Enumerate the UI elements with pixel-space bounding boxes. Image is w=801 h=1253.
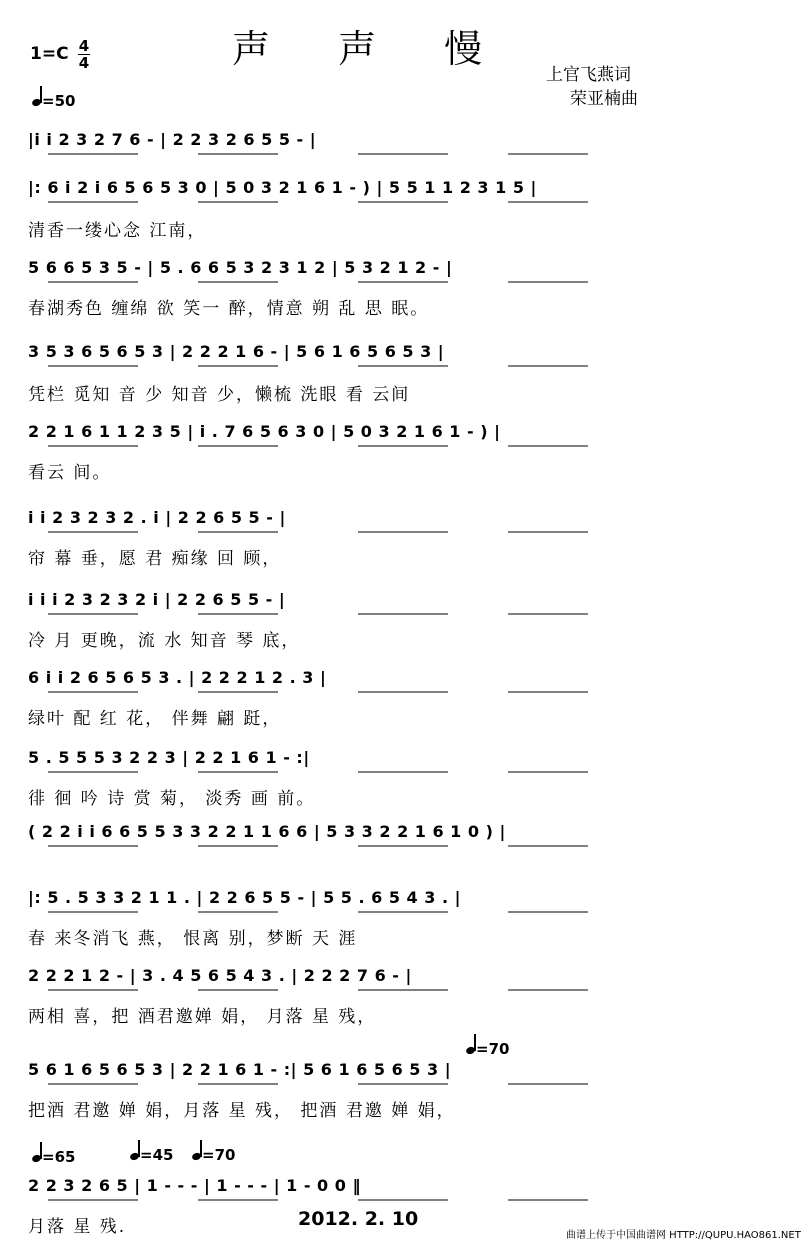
lyric-line: 把酒 君邀 婵 娟，月落 星 残， 把酒 君邀 婵 娟，: [28, 1101, 456, 1121]
quarter-note-icon: [192, 1146, 202, 1160]
lyric-line: 看云 间。: [28, 463, 112, 483]
notation-line: 2 2 3 2 6 5 | 1 - - - | 1 - - - | 1 - 0 0 ‖: [28, 1176, 361, 1195]
tempo-value: =45: [140, 1146, 174, 1164]
quarter-note-icon: [32, 92, 42, 106]
tempo-mark-70b: [192, 1146, 235, 1164]
lyric-line: 凭栏 觅知 音 少 知音 少，懒梳 洗眼 看 云间: [28, 385, 411, 405]
lyric-line: 绿叶 配 红 花， 伴舞 翩 跹，: [28, 709, 282, 729]
beam-marks: [28, 668, 678, 700]
notation-line: 3 5 3 6 5 6 5 3 | 2 2 2 1 6 - | 5 6 1 6 5 6 5 3 |: [28, 342, 445, 361]
quarter-note-icon: [130, 1146, 140, 1160]
lyric-line: 清香一缕心念 江南，: [28, 221, 207, 241]
notation-line: i i i 2 3 2 3 2 i | 2 2 6 5 5 - |: [28, 590, 286, 609]
beam-marks: [28, 342, 678, 374]
date-stamp: 2012. 2. 10: [298, 1208, 419, 1230]
page-title: 声 声 慢: [232, 27, 511, 71]
lyric-line: 冷 月 更晚，流 水 知音 琴 底，: [28, 631, 301, 651]
notation-line: 5 6 6 5 3 5 - | 5 . 6 6 5 3 2 3 1 2 | 5 3 2 1 2 - |: [28, 258, 453, 277]
notation-line: i i 2 3 2 3 2 . i | 2 2 6 5 5 - |: [28, 508, 286, 527]
beam-marks: [28, 1176, 678, 1208]
tempo-mark-70a: [466, 1040, 509, 1058]
notation-line: 5 6 1 6 5 6 5 3 | 2 2 1 6 1 - :| 5 6 1 6 5 6 5 3 |: [28, 1060, 452, 1079]
lyric-line: 帘 幕 垂，愿 君 痴缘 回 顾，: [28, 549, 282, 569]
notation-line: 2 2 2 1 2 - | 3 . 4 5 6 5 4 3 . | 2 2 2 7 6 - |: [28, 966, 412, 985]
beam-marks: [28, 1060, 678, 1092]
tempo-value: =65: [42, 1148, 76, 1166]
beam-marks: [28, 178, 678, 210]
beam-marks: [28, 258, 678, 290]
beam-marks: [28, 888, 678, 920]
notation-line: 6 i i 2 6 5 6 5 3 . | 2 2 2 1 2 . 3 |: [28, 668, 327, 687]
beam-marks: [28, 508, 678, 540]
beam-marks: [28, 966, 678, 998]
beam-marks: [28, 590, 678, 622]
composer-credit: 荣亚楠曲: [570, 89, 638, 109]
notation-line: ( 2 2 i i 6 6 5 5 3 3 2 2 1 1 6 6 | 5 3 3 2 2 1 6 1 0 ) |: [28, 822, 506, 841]
time-signature: [78, 38, 90, 71]
notation-line: 2 2 1 6 1 1 2 3 5 | i . 7 6 5 6 3 0 | 5 0 3 2 1 6 1 - ) |: [28, 422, 501, 441]
tempo-mark-65: [32, 1148, 75, 1166]
meter-top: 4: [78, 37, 90, 55]
key-signature: 1=C: [30, 44, 69, 64]
beam-marks: [28, 130, 678, 162]
beam-marks: [28, 422, 678, 454]
tempo-value: =70: [202, 1146, 236, 1164]
tempo-value: =70: [476, 1040, 510, 1058]
lyric-line: 春湖秀色 缠绵 欲 笑一 醉，情意 朔 乱 思 眠。: [28, 299, 430, 319]
quarter-note-icon: [466, 1040, 476, 1054]
notation-line: |: 6 i 2 i 6 5 6 5 3 0 | 5 0 3 2 1 6 1 - ) | 5 5 1 1 2 3 1 5 |: [28, 178, 537, 197]
quarter-note-icon: [32, 1148, 42, 1162]
lyric-line: 徘 徊 吟 诗 赏 菊， 淡秀 画 前。: [28, 789, 316, 809]
meter-bottom: 4: [78, 54, 90, 72]
notation-line: 5 . 5 5 5 3 2 2 3 | 2 2 1 6 1 - :|: [28, 748, 310, 767]
notation-line: |i i 2 3 2 7 6 - | 2 2 3 2 6 5 5 - |: [28, 130, 317, 149]
tempo-mark-45: [130, 1146, 173, 1164]
beam-marks: [28, 822, 678, 854]
lyric-line: 春 来冬消飞 燕， 恨离 别，梦断 天 涯: [28, 929, 358, 949]
footer-watermark: 曲谱上传于中国曲谱网 HTTP://QUPU.HAO861.NET: [566, 1230, 801, 1241]
lyric-line: 月落 星 残.: [28, 1217, 127, 1237]
lyric-line: 两相 喜，把 酒君邀婵 娟， 月落 星 残，: [28, 1007, 377, 1027]
notation-line: |: 5 . 5 3 3 2 1 1 . | 2 2 6 5 5 - | 5 5 . 6 5 4 3 . |: [28, 888, 461, 907]
lyricist-credit: 上官飞燕词: [546, 65, 631, 85]
tempo-value: =50: [42, 92, 76, 110]
beam-marks: [28, 748, 678, 780]
tempo-mark-initial: [32, 92, 75, 110]
